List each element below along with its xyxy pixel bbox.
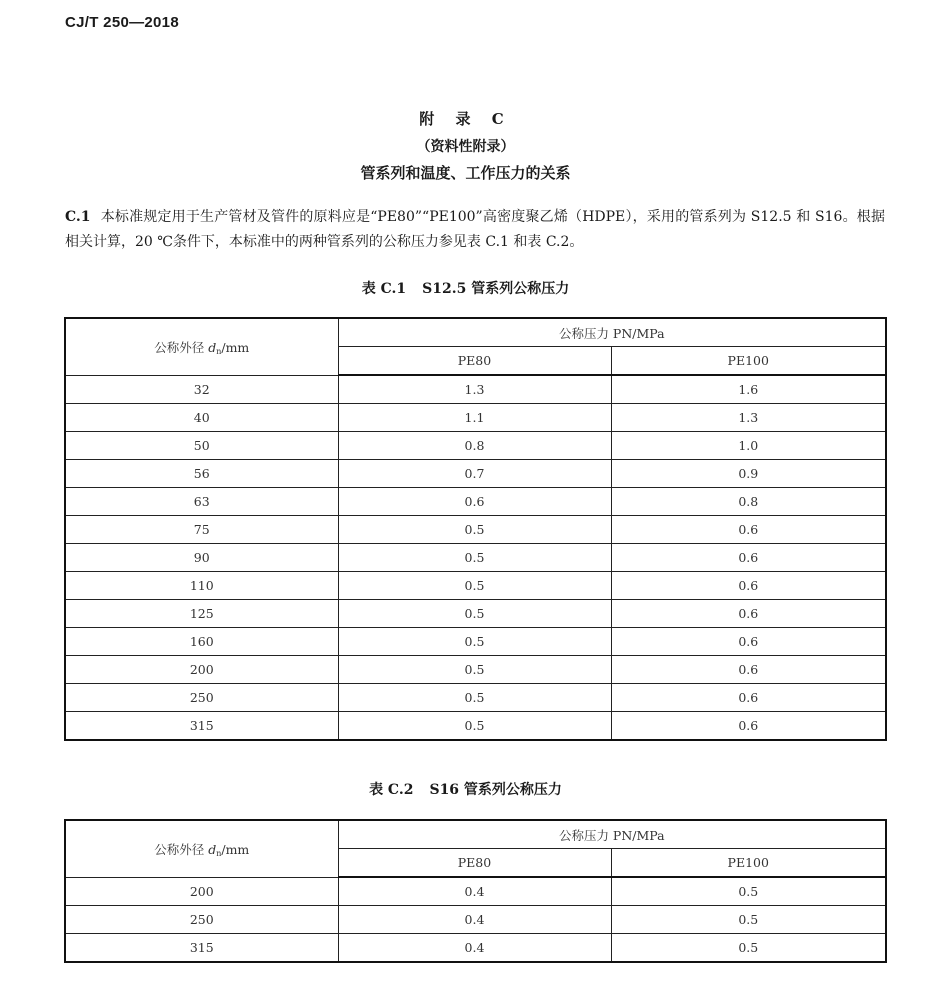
appendix-type: （资料性附录） xyxy=(416,139,515,155)
cell-pe80: 0.5 xyxy=(338,516,611,544)
cell-pe80: 1.3 xyxy=(338,375,611,404)
cell-diameter: 315 xyxy=(65,934,338,963)
table-row xyxy=(65,712,886,741)
cell-pe80: 0.5 xyxy=(338,712,611,741)
cell-diameter: 200 xyxy=(65,877,338,906)
cell-pe80: 0.4 xyxy=(338,934,611,963)
cell-pe80: 0.8 xyxy=(338,432,611,460)
cell-diameter: 110 xyxy=(65,572,338,600)
table-row xyxy=(65,628,886,656)
header-diameter-prefix: 公称外径 xyxy=(154,841,209,857)
cell-pe100: 0.6 xyxy=(611,684,886,712)
cell-diameter: 56 xyxy=(65,460,338,488)
header-diameter-prefix: 公称外径 xyxy=(154,339,209,355)
clause-text: 本标准规定用于生产管材及管件的原料应是“PE80”“PE100”高密度聚乙烯（HDPE），采用的管系列为 S12.5 和 S16。根据相关计算，20 ℃条件下，本标准中的两种管系列的公称压力参见表 C.1 和表 C.2。 xyxy=(65,209,885,250)
cell-pe100: 1.0 xyxy=(611,432,886,460)
cell-diameter: 63 xyxy=(65,488,338,516)
table2-caption-title: S16 管系列公称压力 xyxy=(429,782,562,798)
cell-pe80: 0.6 xyxy=(338,488,611,516)
cell-diameter: 32 xyxy=(65,375,338,404)
table1 xyxy=(64,317,887,741)
table1-caption xyxy=(0,278,931,298)
cell-diameter: 160 xyxy=(65,628,338,656)
cell-pe80: 1.1 xyxy=(338,404,611,432)
table-row xyxy=(65,906,886,934)
appendix-title: 附 录 C xyxy=(419,110,512,128)
header-diameter-unit: /mm xyxy=(221,339,250,355)
table-row xyxy=(65,934,886,963)
header-diameter-symbol: d xyxy=(208,339,217,355)
cell-pe80: 0.5 xyxy=(338,544,611,572)
table-row xyxy=(65,516,886,544)
cell-pe100: 0.6 xyxy=(611,544,886,572)
table1-header-pe100: PE100 xyxy=(611,347,886,376)
table1-header-pe80: PE80 xyxy=(338,347,611,376)
table-row xyxy=(65,460,886,488)
cell-pe80: 0.5 xyxy=(338,684,611,712)
cell-pe100: 0.6 xyxy=(611,656,886,684)
table1-header-diameter xyxy=(65,318,338,375)
standard-code: CJ/T 250—2018 xyxy=(65,14,179,31)
cell-pe100: 0.6 xyxy=(611,712,886,741)
cell-diameter: 125 xyxy=(65,600,338,628)
cell-pe80: 0.4 xyxy=(338,906,611,934)
table2 xyxy=(64,819,887,963)
cell-pe80: 0.5 xyxy=(338,572,611,600)
cell-pe80: 0.4 xyxy=(338,877,611,906)
table2-header-pe80: PE80 xyxy=(338,849,611,878)
table-row xyxy=(65,488,886,516)
table2-caption-number: 表 C.2 xyxy=(369,782,414,798)
clause-c1 xyxy=(65,205,885,255)
cell-pe100: 1.3 xyxy=(611,404,886,432)
header-diameter-sub: n xyxy=(216,346,222,356)
cell-diameter: 200 xyxy=(65,656,338,684)
cell-diameter: 50 xyxy=(65,432,338,460)
cell-diameter: 250 xyxy=(65,684,338,712)
table-row xyxy=(65,877,886,906)
cell-pe100: 0.9 xyxy=(611,460,886,488)
table-row xyxy=(65,404,886,432)
table-row xyxy=(65,572,886,600)
header-diameter-symbol: d xyxy=(208,841,217,857)
cell-pe80: 0.7 xyxy=(338,460,611,488)
table1-caption-title: S12.5 管系列公称压力 xyxy=(422,281,570,297)
header-diameter-unit: /mm xyxy=(221,841,250,857)
cell-diameter: 75 xyxy=(65,516,338,544)
cell-pe100: 0.5 xyxy=(611,906,886,934)
cell-diameter: 315 xyxy=(65,712,338,741)
cell-pe100: 0.6 xyxy=(611,628,886,656)
cell-diameter: 40 xyxy=(65,404,338,432)
table2-header-diameter xyxy=(65,820,338,877)
cell-pe100: 0.6 xyxy=(611,516,886,544)
table1-header-pressure: 公称压力 PN/MPa xyxy=(338,318,886,347)
header-diameter-sub: n xyxy=(216,848,222,858)
table-row xyxy=(65,600,886,628)
cell-pe100: 0.6 xyxy=(611,600,886,628)
cell-pe80: 0.5 xyxy=(338,600,611,628)
cell-pe100: 0.6 xyxy=(611,572,886,600)
table2-header-pe100: PE100 xyxy=(611,849,886,878)
table2-caption xyxy=(0,779,931,799)
table-row xyxy=(65,432,886,460)
cell-diameter: 90 xyxy=(65,544,338,572)
table1-caption-number: 表 C.1 xyxy=(361,281,407,297)
cell-pe100: 0.8 xyxy=(611,488,886,516)
cell-pe100: 1.6 xyxy=(611,375,886,404)
table-row xyxy=(65,684,886,712)
table-row xyxy=(65,375,886,404)
cell-pe80: 0.5 xyxy=(338,656,611,684)
appendix-subject: 管系列和温度、工作压力的关系 xyxy=(360,164,571,182)
cell-pe100: 0.5 xyxy=(611,877,886,906)
cell-pe100: 0.5 xyxy=(611,934,886,963)
table-row xyxy=(65,656,886,684)
cell-diameter: 250 xyxy=(65,906,338,934)
table-row xyxy=(65,544,886,572)
clause-number: C.1 xyxy=(65,209,91,225)
cell-pe80: 0.5 xyxy=(338,628,611,656)
table2-header-pressure: 公称压力 PN/MPa xyxy=(338,820,886,849)
